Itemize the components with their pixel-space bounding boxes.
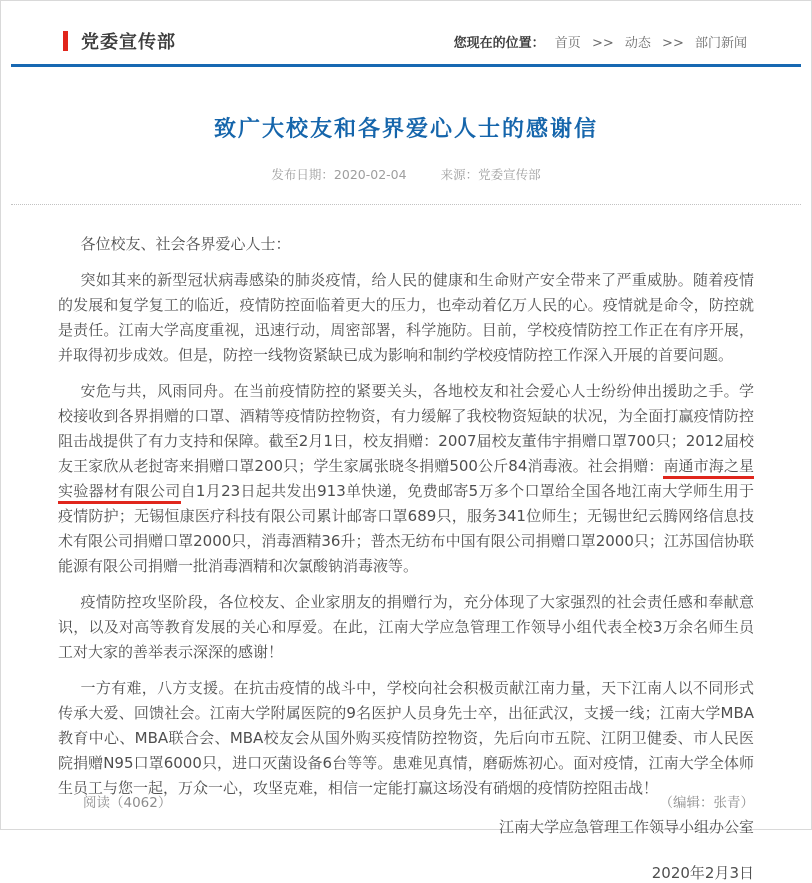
paragraph: 突如其来的新型冠状病毒感染的肺炎疫情，给人民的健康和生命财产安全带来了严重威胁。随着疫情的发展和复学复工的临近，疫情防控面临着更大的压力，也牵动着亿万人民的心。疫情就是命令，防控就是责任。江南大学高度重视，迅速行动，周密部署，科学施防。目前，学校疫情防控工作正在有序开展，并取得初步成效。但是，防控一线物资紧缺已成为影响和制约学校疫情防控工作深入开展的首要问题。 bbox=[58, 271, 754, 364]
section-title-wrap bbox=[63, 28, 176, 54]
breadcrumb-link-home[interactable]: 首页 bbox=[554, 35, 581, 51]
breadcrumb bbox=[454, 32, 747, 51]
signature-date: 2020年2月3日 bbox=[651, 864, 754, 882]
page-header bbox=[1, 1, 811, 64]
breadcrumb-separator: >> bbox=[662, 35, 684, 51]
paragraph: 一方有难，八方支援。在抗击疫情的战斗中，学校向社会积极贡献江南力量，天下江南人以不同形式传承大爱、回馈社会。江南大学附属医院的9名医护人员身先士卒，出征武汉，支援一线；江南大学MBA教育中心、MBA联合会、MBA校友会从国外购买疫情防控物资，先后向市五院、江阴卫健委、市人民医院捐赠N95口罩6000只，进口灭菌设备6台等等。患难见真情，磨砺炼初心。面对疫情，江南大学全体师生员工与您一起，万众一心，攻坚克难，相信一定能打赢这场没有硝烟的疫情防控阻击战！ bbox=[58, 679, 754, 797]
publish-date-group bbox=[271, 167, 410, 182]
breadcrumb-label: 您现在的位置： bbox=[453, 35, 545, 51]
article-meta bbox=[1, 165, 811, 183]
salutation: 各位校友、社会各界爱心人士： bbox=[80, 235, 291, 253]
section-title: 党委宣传部 bbox=[81, 32, 176, 53]
source-value: 党委宣传部 bbox=[478, 167, 541, 182]
editor-credit: （编辑：张青） bbox=[659, 795, 754, 811]
company-name-highlight: 南通市海之星实验器材有限公司 bbox=[58, 457, 754, 504]
source-group bbox=[441, 167, 541, 182]
paragraph-text: 安危与共，风雨同舟。在当前疫情防控的紧要关头，各地校友和社会爱心人士纷纷伸出援助之手。学校接收到各界捐赠的口罩、酒精等疫情防控物资，有力缓解了我校物资短缺的状况，为全面打赢疫情防控阻击战提供了有力支持和保障。截至2月1日，校友捐赠：2007届校友董伟宇捐赠口罩700只；2012届校友王家欣从老挝寄来捐赠口罩200只；学生家属张晓冬捐赠500公斤84消毒液。社会捐赠： bbox=[58, 382, 754, 475]
article-title: 致广大校友和各界爱心人士的感谢信 bbox=[213, 117, 598, 142]
publish-date-value: 2020-02-04 bbox=[333, 167, 407, 182]
paragraph: 疫情防控攻坚阶段，各位校友、企业家朋友的捐赠行为，充分体现了大家强烈的社会责任感和奉献意识，以及对高等教育发展的关心和厚爱。在此，江南大学应急管理工作领导小组代表全校3万余名师生员工对大家的善举表示深深的感谢！ bbox=[58, 593, 754, 661]
breadcrumb-separator: >> bbox=[591, 35, 614, 51]
header-divider bbox=[11, 64, 801, 67]
signature-line: 江南大学应急管理工作领导小组办公室 bbox=[498, 818, 754, 836]
publish-date-label: 发布日期： bbox=[271, 167, 334, 182]
red-accent-bar bbox=[63, 31, 68, 51]
source-label: 来源： bbox=[440, 167, 479, 182]
read-count: 阅读（4062） bbox=[83, 795, 172, 811]
article-body bbox=[1, 205, 811, 801]
page-footer bbox=[1, 791, 811, 811]
paragraph-text: 自1月23日起共发出913单快递，免费邮寄5万多个口罩给全国各地江南大学师生用于疫情防护；无锡恒康医疗科技有限公司累计邮寄口罩689只，服务341位师生；无锡世纪云腾网络信息技术有限公司捐赠口罩2000只，消毒酒精36升；普杰无纺布中国有限公司捐赠口罩2000只；江苏国信协联能源有限公司捐赠一批消毒酒精和次氯酸钠消毒液等。 bbox=[58, 482, 754, 575]
breadcrumb-link-department-news[interactable]: 部门新闻 bbox=[694, 35, 747, 51]
paragraph bbox=[58, 379, 754, 579]
signature-block bbox=[1, 816, 811, 883]
breadcrumb-link-news[interactable]: 动态 bbox=[624, 35, 651, 51]
